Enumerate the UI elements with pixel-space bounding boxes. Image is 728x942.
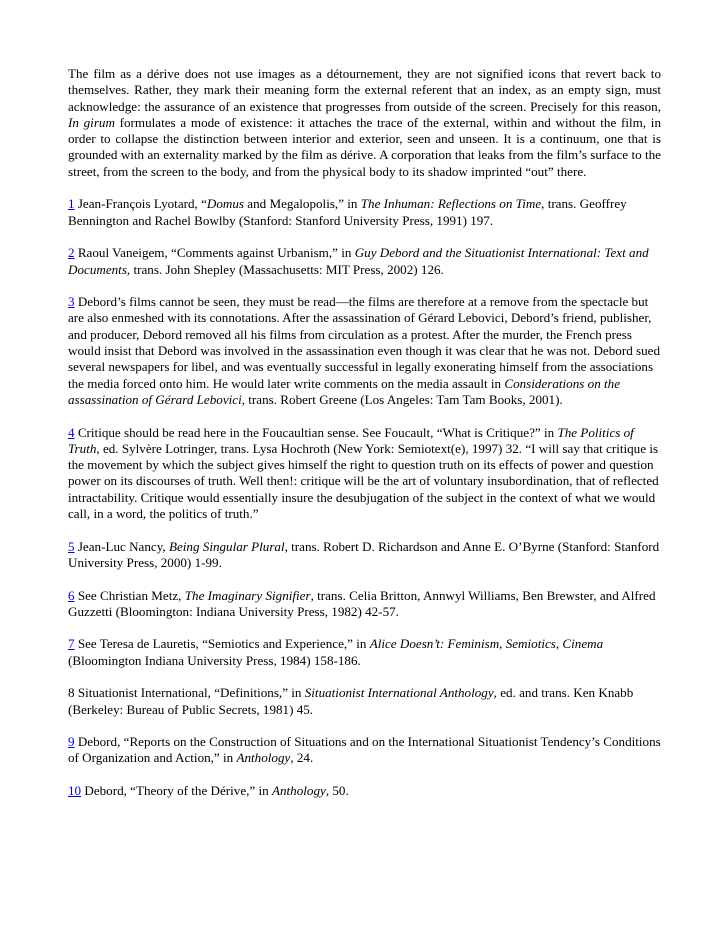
- footnote-8: 8 Situationist International, “Definitions,” in Situationist International Anthology, ed. and trans. Ken Knabb (Berkeley: Bureau of Public Secrets, 1981) 45.: [68, 685, 634, 717]
- footnote-link-2[interactable]: 2: [68, 245, 75, 261]
- footnote-link-3[interactable]: 3: [68, 294, 75, 310]
- document-page: [68, 66, 661, 816]
- footnote-10: 10 Debord, “Theory of the Dérive,” in Anthology, 50.: [68, 783, 349, 799]
- body-paragraph: [68, 66, 661, 180]
- footnote-link-6[interactable]: 6: [68, 587, 75, 603]
- footnote-6: 6 See Christian Metz, The Imaginary Signifier, trans. Celia Britton, Annwyl Williams, Ben Brewster, and Alfred Guzzetti (Bloomington: Indiana University Press, 1982) 42-57.: [68, 587, 656, 619]
- footnote-link-7[interactable]: 7: [68, 636, 75, 652]
- body-text-2: formulates a mode of existence: it attaches the trace of the external, within and without the film, in order to collapse the distinction between interior and exterior, seen and unseen. It is a continuum, one that is grounded with an externality marked by the film as dérive. A corporation that leaks from the film’s surface to the street, from the screen to the body, and from the physical body to its shadow imprinted “out” there.: [68, 114, 661, 179]
- footnote-7: 7 See Teresa de Lauretis, “Semiotics and Experience,” in Alice Doesn’t: Feminism, Semiotics, Cinema (Bloomington Indiana University Press, 1984) 158-186.: [68, 636, 604, 668]
- footnote-number-8: 8: [68, 685, 75, 701]
- footnote-2: 2 Raoul Vaneigem, “Comments against Urbanism,” in Guy Debord and the Situationist International: Text and Documents, trans. John Shepley (Massachusetts: MIT Press, 2002) 126.: [68, 245, 649, 277]
- footnote-link-9[interactable]: 9: [68, 734, 75, 750]
- footnote-link-1[interactable]: 1: [68, 196, 75, 212]
- footnote-4: 4 Critique should be read here in the Foucaultian sense. See Foucault, “What is Critique?” in The Politics of Truth, ed. Sylvère Lotringer, trans. Lysa Hochroth (New York: Semiotext(e), 1997) 32. “I will say that critique is the movement by which the subject gives himself the right to question truth on its effects of power and question power on its discourses of truth. Well then!: critique will be the art of voluntary insubordination, that of reflected intractability. Critique would essentially insure the desubjugation of the subject in the context of what we would call, in a word, the politics of truth.”: [68, 424, 659, 522]
- footnote-5: 5 Jean-Luc Nancy, Being Singular Plural, trans. Robert D. Richardson and Anne E. O’Byrne (Stanford: Stanford University Press, 2000) 1-99.: [68, 538, 660, 570]
- footnote-1: 1 Jean-François Lyotard, “Domus and Megalopolis,” in The Inhuman: Reflections on Time, trans. Geoffrey Bennington and Rachel Bowlby (Stanford: Stanford University Press, 1991) 197.: [68, 196, 627, 228]
- footnote-3: 3 Debord’s films cannot be seen, they must be read—the films are therefore at a remove from the spectacle but are also enmeshed with its connotations. After the assassination of Gérard Lebovici, Debord’s friend, publisher, and producer, Debord removed all his films from circulation as a protest. After the murder, the French press would insist that Debord was involved in the assassination even though it was clear that he was not. Debord sued several newspapers for libel, and was eventually successful in legally exonerating himself from the associations the media forced onto him. He would later write comments on the media assault in Considerations on the assassination of Gérard Lebovici, trans. Robert Greene (Los Angeles: Tam Tam Books, 2001).: [68, 294, 661, 407]
- footnote-9: 9 Debord, “Reports on the Construction of Situations and on the International Situationist Tendency’s Conditions of Organization and Action,” in Anthology, 24.: [68, 734, 661, 766]
- footnote-link-10[interactable]: 10: [68, 783, 82, 799]
- footnote-link-4[interactable]: 4: [68, 424, 75, 440]
- footnote-link-5[interactable]: 5: [68, 538, 75, 554]
- body-text-1: The film as a dérive does not use images as a détournement, they are not signified icons that revert back to themselves. Rather, they mark their meaning form the external referent that an index, as an empty sign, must acknowledge: the assurance of an existence that progresses from outside of the screen. Precisely for this reason,: [68, 66, 661, 114]
- film-title-in-girum: In girum: [68, 114, 115, 130]
